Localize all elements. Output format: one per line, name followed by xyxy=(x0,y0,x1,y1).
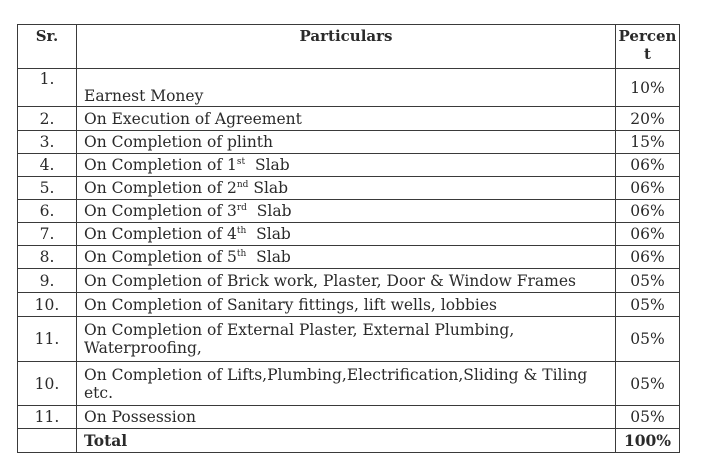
row-sr: 4. xyxy=(18,154,77,177)
particulars-tail: Slab xyxy=(245,156,290,174)
row-sr: 8. xyxy=(18,246,77,269)
total-sr xyxy=(18,429,77,453)
row-sr: 11. xyxy=(18,406,77,429)
row-particulars xyxy=(77,154,616,177)
row-percent: 06% xyxy=(616,154,680,177)
row-particulars: On Completion of Sanitary fittings, lift wells, lobbies xyxy=(77,293,616,317)
ordinal-suffix: nd xyxy=(236,180,249,190)
row-percent: 06% xyxy=(616,177,680,200)
row-percent: 15% xyxy=(616,131,680,154)
row-particulars: On Completion of Brick work, Plaster, Door & Window Frames xyxy=(77,269,616,293)
table-row xyxy=(18,69,680,107)
table-row xyxy=(18,107,680,131)
table-row xyxy=(18,223,680,246)
table-row xyxy=(18,406,680,429)
particulars-text: On Completion of 1 xyxy=(84,156,237,174)
row-particulars: On Possession xyxy=(77,406,616,429)
particulars-tail: Slab xyxy=(248,179,289,197)
row-percent: 05% xyxy=(616,406,680,429)
header-row xyxy=(18,25,680,69)
particulars-text: On Completion of 5 xyxy=(84,248,237,266)
table-row xyxy=(18,246,680,269)
row-sr: 5. xyxy=(18,177,77,200)
particulars-text: On Completion of 3 xyxy=(84,202,237,220)
table-row xyxy=(18,131,680,154)
particulars-text: On Completion of 4 xyxy=(84,225,237,243)
row-percent: 05% xyxy=(616,269,680,293)
row-sr: 1. xyxy=(18,69,77,107)
particulars-tail: Slab xyxy=(246,225,291,243)
table-row xyxy=(18,317,680,362)
total-label: Total xyxy=(77,429,616,453)
header-sr: Sr. xyxy=(18,25,77,69)
row-sr: 3. xyxy=(18,131,77,154)
particulars-tail: Slab xyxy=(246,202,292,220)
particulars-text: On Completion of 2 xyxy=(84,179,237,197)
row-percent: 10% xyxy=(616,69,680,107)
total-percent: 100% xyxy=(616,429,680,453)
table-row xyxy=(18,177,680,200)
particulars-tail: Slab xyxy=(246,248,291,266)
row-particulars: On Completion of plinth xyxy=(77,131,616,154)
row-particulars xyxy=(77,200,616,223)
row-particulars xyxy=(77,246,616,269)
row-sr: 6. xyxy=(18,200,77,223)
table-row xyxy=(18,200,680,223)
row-particulars xyxy=(77,177,616,200)
row-particulars: Earnest Money xyxy=(77,69,616,107)
row-percent: 06% xyxy=(616,246,680,269)
ordinal-suffix: th xyxy=(236,249,247,259)
row-percent: 06% xyxy=(616,223,680,246)
table-row xyxy=(18,362,680,406)
header-particulars: Particulars xyxy=(77,25,616,69)
row-sr: 10. xyxy=(18,362,77,406)
row-percent: 20% xyxy=(616,107,680,131)
row-percent: 06% xyxy=(616,200,680,223)
table-row xyxy=(18,269,680,293)
row-sr: 9. xyxy=(18,269,77,293)
ordinal-suffix: st xyxy=(236,157,246,167)
row-sr: 7. xyxy=(18,223,77,246)
row-percent: 05% xyxy=(616,293,680,317)
row-sr: 10. xyxy=(18,293,77,317)
row-particulars: On Execution of Agreement xyxy=(77,107,616,131)
ordinal-suffix: th xyxy=(236,226,247,236)
row-percent: 05% xyxy=(616,317,680,362)
row-particulars xyxy=(77,223,616,246)
total-row xyxy=(18,429,680,453)
row-particulars: On Completion of Lifts,Plumbing,Electrification,Sliding & Tiling etc. xyxy=(77,362,616,406)
row-sr: 11. xyxy=(18,317,77,362)
ordinal-suffix: rd xyxy=(236,203,247,213)
row-particulars: On Completion of External Plaster, External Plumbing, Waterproofing, xyxy=(77,317,616,362)
payment-schedule-table xyxy=(17,24,680,453)
table-row xyxy=(18,154,680,177)
row-sr: 2. xyxy=(18,107,77,131)
header-percent: Percen t xyxy=(616,25,680,69)
row-percent: 05% xyxy=(616,362,680,406)
table-row xyxy=(18,293,680,317)
